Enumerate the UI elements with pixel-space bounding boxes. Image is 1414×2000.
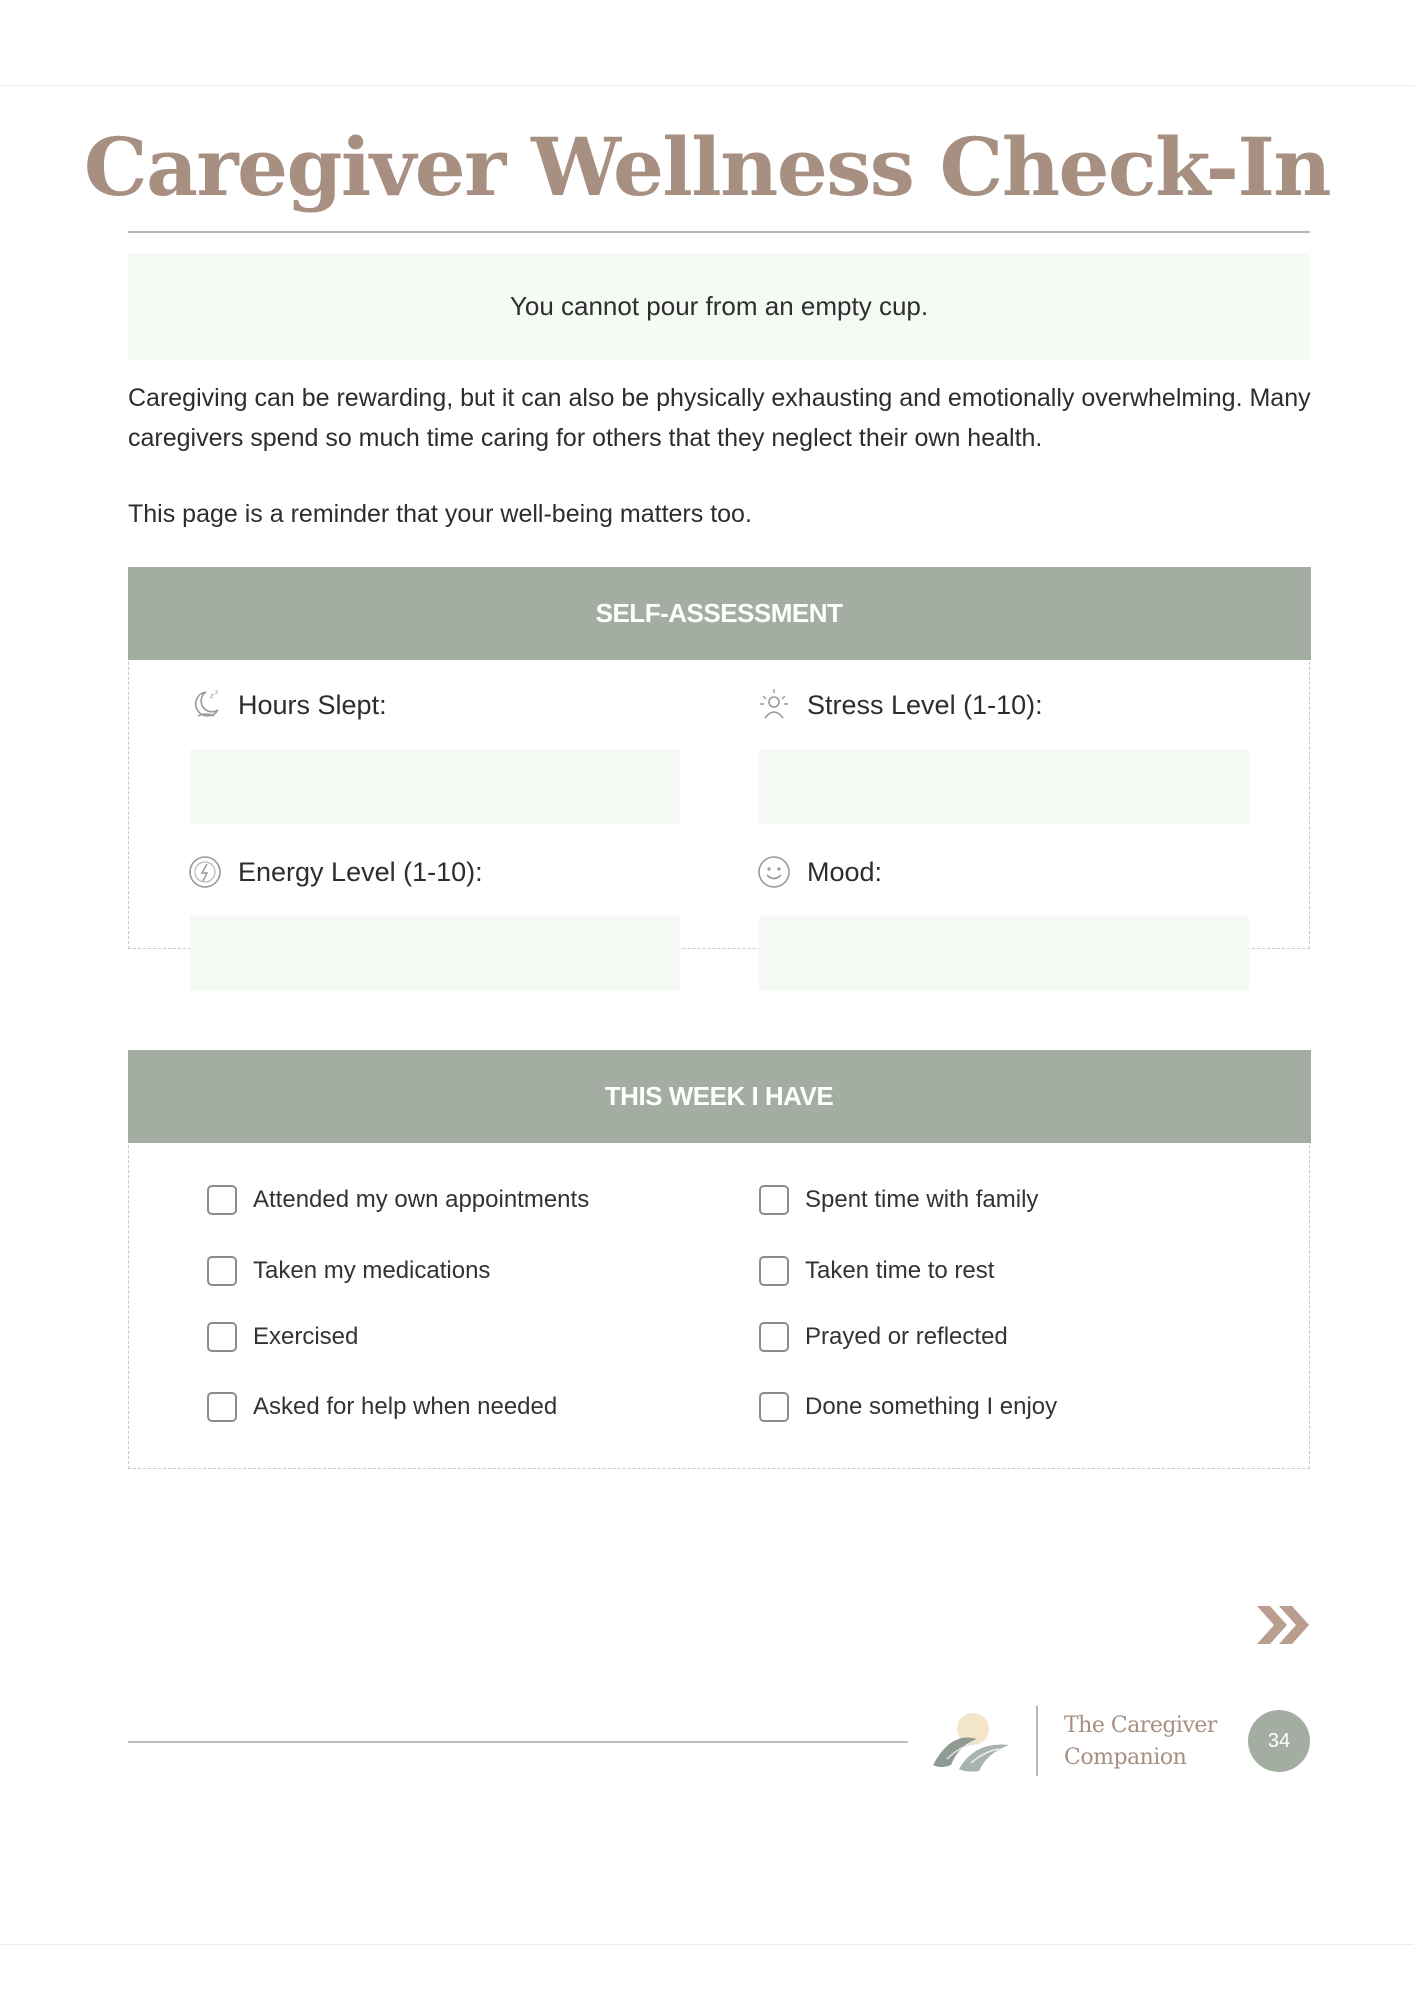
smiley-icon — [755, 853, 793, 891]
footer-separator — [1036, 1706, 1038, 1776]
document-page — [0, 85, 1414, 1945]
checkbox[interactable] — [207, 1322, 237, 1352]
quote-text: You cannot pour from an empty cup. — [509, 291, 929, 321]
hours-slept-label: Hours Slept: — [238, 689, 387, 720]
mood-input[interactable] — [759, 916, 1249, 991]
checklist-label: Done something I enjoy — [805, 1393, 1058, 1420]
intro-paragraph-1: Caregiving can be rewarding, but it can also be physically exhausting and emotionally overwhelming. Many caregivers spend so much time caring for others that they neglect their own health. — [128, 384, 1311, 452]
checklist-item[interactable] — [207, 1251, 490, 1291]
checklist-item[interactable] — [207, 1180, 589, 1220]
quote-box — [128, 253, 1310, 360]
stress-level-field — [759, 683, 1249, 824]
intro-text — [128, 378, 1318, 534]
checkbox[interactable] — [207, 1392, 237, 1422]
page-title: Caregiver Wellness Check-In — [83, 120, 1331, 214]
this-week-header: THIS WEEK I HAVE — [128, 1050, 1311, 1143]
checklist-item[interactable] — [759, 1251, 994, 1291]
checklist-label: Exercised — [253, 1323, 359, 1350]
checkbox[interactable] — [759, 1392, 789, 1422]
double-chevron-right-icon[interactable] — [1255, 1602, 1313, 1648]
hours-slept-field — [190, 683, 680, 824]
brand-name — [1064, 1710, 1217, 1774]
intro-paragraph-2: This page is a reminder that your well-being matters too. — [128, 500, 752, 528]
footer-divider — [128, 1741, 908, 1743]
mood-field — [759, 850, 1249, 991]
page-number-badge: 34 — [1248, 1710, 1310, 1772]
checklist-item[interactable] — [207, 1317, 358, 1357]
checklist-item[interactable] — [759, 1317, 1008, 1357]
leaves-sun-logo — [925, 1705, 1015, 1777]
checklist-item[interactable] — [759, 1387, 1057, 1427]
hours-slept-input[interactable] — [190, 749, 680, 824]
sleep-icon — [186, 686, 224, 724]
this-week-section — [128, 1050, 1310, 1469]
checkbox[interactable] — [759, 1256, 789, 1286]
checkbox[interactable] — [759, 1322, 789, 1352]
self-assessment-header: SELF-ASSESSMENT — [128, 567, 1311, 660]
checklist-label: Spent time with family — [805, 1186, 1039, 1213]
brand-line-2: Companion — [1064, 1745, 1187, 1770]
checklist-item[interactable] — [759, 1180, 1038, 1220]
checklist-label: Asked for help when needed — [253, 1393, 558, 1420]
energy-level-field — [190, 850, 680, 991]
stress-level-input[interactable] — [759, 749, 1249, 824]
checklist-label: Taken my medications — [253, 1257, 491, 1284]
svg-text:z: z — [210, 692, 214, 700]
checklist-label: Attended my own appointments — [253, 1186, 590, 1213]
mood-label: Mood: — [807, 856, 883, 887]
checkbox[interactable] — [207, 1256, 237, 1286]
energy-level-input[interactable] — [190, 916, 680, 991]
stress-level-label: Stress Level (1-10): — [807, 689, 1043, 720]
stress-icon — [755, 686, 793, 724]
brand-line-1: The Caregiver — [1064, 1713, 1217, 1738]
checkbox[interactable] — [759, 1185, 789, 1215]
checkbox[interactable] — [207, 1185, 237, 1215]
checklist-label: Prayed or reflected — [805, 1323, 1008, 1350]
energy-level-label: Energy Level (1-10): — [238, 856, 483, 887]
energy-icon — [186, 853, 224, 891]
svg-text:z: z — [215, 689, 219, 696]
checklist-item[interactable] — [207, 1387, 557, 1427]
checklist-label: Taken time to rest — [805, 1257, 995, 1284]
title-divider — [128, 231, 1310, 233]
self-assessment-section — [128, 567, 1310, 949]
